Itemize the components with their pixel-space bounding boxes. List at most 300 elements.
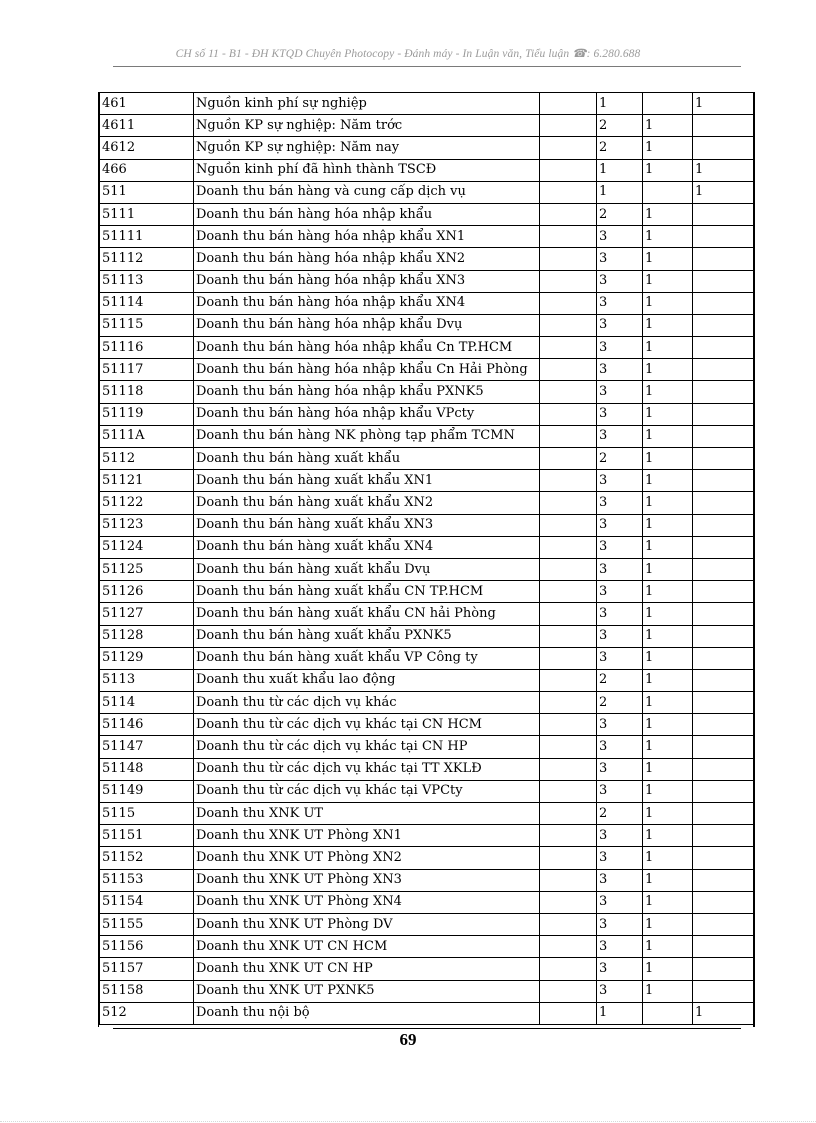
account-level-cell: 3 bbox=[597, 758, 643, 780]
account-code-cell: 51153 bbox=[100, 869, 194, 891]
table-row bbox=[100, 625, 755, 647]
flag-b-cell bbox=[693, 869, 755, 891]
account-level-cell: 2 bbox=[597, 692, 643, 714]
footer-divider bbox=[113, 1028, 741, 1029]
account-name-cell: Doanh thu bán hàng hóa nhập khẩu XN1 bbox=[194, 226, 540, 248]
blank-cell bbox=[540, 492, 597, 514]
table-row bbox=[100, 359, 755, 381]
account-level-cell: 3 bbox=[597, 514, 643, 536]
table-row bbox=[100, 913, 755, 935]
flag-b-cell bbox=[693, 425, 755, 447]
account-code-cell: 51117 bbox=[100, 359, 194, 381]
account-level-cell: 3 bbox=[597, 226, 643, 248]
account-name-cell: Doanh thu bán hàng xuất khẩu XN1 bbox=[194, 470, 540, 492]
table-row bbox=[100, 314, 755, 336]
account-level-cell: 3 bbox=[597, 625, 643, 647]
blank-cell bbox=[540, 226, 597, 248]
blank-cell bbox=[540, 669, 597, 691]
account-code-cell: 51113 bbox=[100, 270, 194, 292]
flag-b-cell bbox=[693, 714, 755, 736]
flag-b-cell bbox=[693, 203, 755, 225]
header-divider bbox=[113, 66, 741, 67]
flag-b-cell bbox=[693, 248, 755, 270]
blank-cell bbox=[540, 758, 597, 780]
account-name-cell: Doanh thu XNK UT CN HCM bbox=[194, 936, 540, 958]
blank-cell bbox=[540, 692, 597, 714]
blank-cell bbox=[540, 581, 597, 603]
flag-a-cell bbox=[643, 1002, 693, 1024]
flag-b-cell bbox=[693, 647, 755, 669]
account-code-cell: 5114 bbox=[100, 692, 194, 714]
flag-b-cell: 1 bbox=[693, 181, 755, 203]
flag-b-cell bbox=[693, 292, 755, 314]
flag-a-cell: 1 bbox=[643, 270, 693, 292]
chart-of-accounts-table bbox=[99, 92, 755, 1025]
flag-a-cell: 1 bbox=[643, 403, 693, 425]
account-name-cell: Doanh thu bán hàng NK phòng tạp phẩm TCMN bbox=[194, 425, 540, 447]
flag-a-cell: 1 bbox=[643, 448, 693, 470]
account-code-cell: 5115 bbox=[100, 803, 194, 825]
flag-b-cell bbox=[693, 381, 755, 403]
account-level-cell: 1 bbox=[597, 93, 643, 115]
account-code-cell: 51119 bbox=[100, 403, 194, 425]
flag-b-cell bbox=[693, 470, 755, 492]
account-code-cell: 51146 bbox=[100, 714, 194, 736]
flag-b-cell bbox=[693, 337, 755, 359]
table-row bbox=[100, 714, 755, 736]
flag-b-cell bbox=[693, 359, 755, 381]
account-code-cell: 51116 bbox=[100, 337, 194, 359]
blank-cell bbox=[540, 448, 597, 470]
account-level-cell: 3 bbox=[597, 980, 643, 1002]
flag-a-cell: 1 bbox=[643, 847, 693, 869]
account-code-cell: 5111 bbox=[100, 203, 194, 225]
flag-a-cell bbox=[643, 181, 693, 203]
account-level-cell: 3 bbox=[597, 558, 643, 580]
account-level-cell: 3 bbox=[597, 891, 643, 913]
blank-cell bbox=[540, 514, 597, 536]
account-name-cell: Doanh thu từ các dịch vụ khác tại VPCty bbox=[194, 780, 540, 802]
account-code-cell: 51152 bbox=[100, 847, 194, 869]
account-name-cell: Doanh thu từ các dịch vụ khác tại CN HP bbox=[194, 736, 540, 758]
account-level-cell: 3 bbox=[597, 958, 643, 980]
account-level-cell: 1 bbox=[597, 1002, 643, 1024]
account-code-cell: 511 bbox=[100, 181, 194, 203]
blank-cell bbox=[540, 780, 597, 802]
blank-cell bbox=[540, 359, 597, 381]
table-row bbox=[100, 780, 755, 802]
account-code-cell: 51112 bbox=[100, 248, 194, 270]
table-row bbox=[100, 958, 755, 980]
blank-cell bbox=[540, 270, 597, 292]
table-row bbox=[100, 514, 755, 536]
table-row bbox=[100, 492, 755, 514]
flag-b-cell bbox=[693, 137, 755, 159]
account-name-cell: Doanh thu XNK UT Phòng XN4 bbox=[194, 891, 540, 913]
account-code-cell: 51123 bbox=[100, 514, 194, 536]
flag-a-cell: 1 bbox=[643, 203, 693, 225]
blank-cell bbox=[540, 558, 597, 580]
flag-a-cell: 1 bbox=[643, 603, 693, 625]
account-name-cell: Doanh thu nội bộ bbox=[194, 1002, 540, 1024]
account-name-cell: Doanh thu bán hàng xuất khẩu Dvụ bbox=[194, 558, 540, 580]
account-code-cell: 51121 bbox=[100, 470, 194, 492]
flag-b-cell bbox=[693, 803, 755, 825]
flag-b-cell: 1 bbox=[693, 1002, 755, 1024]
table-row bbox=[100, 803, 755, 825]
account-name-cell: Doanh thu bán hàng hóa nhập khẩu XN2 bbox=[194, 248, 540, 270]
blank-cell bbox=[540, 913, 597, 935]
account-level-cell: 3 bbox=[597, 248, 643, 270]
account-code-cell: 51156 bbox=[100, 936, 194, 958]
table-row bbox=[100, 758, 755, 780]
flag-a-cell: 1 bbox=[643, 714, 693, 736]
account-code-cell: 51114 bbox=[100, 292, 194, 314]
account-name-cell: Doanh thu từ các dịch vụ khác tại TT XKLĐ bbox=[194, 758, 540, 780]
table-row bbox=[100, 692, 755, 714]
flag-a-cell: 1 bbox=[643, 936, 693, 958]
flag-b-cell bbox=[693, 536, 755, 558]
account-name-cell: Doanh thu bán hàng xuất khẩu CN hải Phòng bbox=[194, 603, 540, 625]
flag-b-cell bbox=[693, 736, 755, 758]
account-name-cell: Doanh thu bán hàng xuất khẩu PXNK5 bbox=[194, 625, 540, 647]
blank-cell bbox=[540, 891, 597, 913]
blank-cell bbox=[540, 470, 597, 492]
table-row bbox=[100, 581, 755, 603]
table-row bbox=[100, 1002, 755, 1024]
account-level-cell: 3 bbox=[597, 381, 643, 403]
account-code-cell: 51125 bbox=[100, 558, 194, 580]
account-level-cell: 3 bbox=[597, 825, 643, 847]
account-name-cell: Nguồn kinh phí sự nghiệp bbox=[194, 93, 540, 115]
blank-cell bbox=[540, 847, 597, 869]
flag-b-cell bbox=[693, 492, 755, 514]
table-row bbox=[100, 403, 755, 425]
page-edge-dotted-line bbox=[0, 1121, 816, 1122]
flag-a-cell: 1 bbox=[643, 647, 693, 669]
flag-a-cell: 1 bbox=[643, 803, 693, 825]
account-name-cell: Doanh thu bán hàng hóa nhập khẩu PXNK5 bbox=[194, 381, 540, 403]
account-code-cell: 5111A bbox=[100, 425, 194, 447]
table-row bbox=[100, 736, 755, 758]
table-row bbox=[100, 270, 755, 292]
account-code-cell: 4612 bbox=[100, 137, 194, 159]
account-level-cell: 3 bbox=[597, 714, 643, 736]
blank-cell bbox=[540, 736, 597, 758]
account-level-cell: 3 bbox=[597, 603, 643, 625]
account-name-cell: Doanh thu bán hàng hóa nhập khẩu Cn TP.HCM bbox=[194, 337, 540, 359]
account-name-cell: Doanh thu từ các dịch vụ khác bbox=[194, 692, 540, 714]
account-code-cell: 51126 bbox=[100, 581, 194, 603]
account-code-cell: 51124 bbox=[100, 536, 194, 558]
flag-b-cell bbox=[693, 603, 755, 625]
flag-a-cell: 1 bbox=[643, 381, 693, 403]
blank-cell bbox=[540, 93, 597, 115]
flag-b-cell bbox=[693, 692, 755, 714]
flag-a-cell: 1 bbox=[643, 359, 693, 381]
account-code-cell: 5113 bbox=[100, 669, 194, 691]
blank-cell bbox=[540, 980, 597, 1002]
table-row bbox=[100, 980, 755, 1002]
flag-a-cell: 1 bbox=[643, 470, 693, 492]
table-row bbox=[100, 847, 755, 869]
account-code-cell: 51128 bbox=[100, 625, 194, 647]
account-name-cell: Doanh thu bán hàng hóa nhập khẩu Dvụ bbox=[194, 314, 540, 336]
flag-b-cell bbox=[693, 581, 755, 603]
blank-cell bbox=[540, 536, 597, 558]
flag-a-cell: 1 bbox=[643, 780, 693, 802]
table-row bbox=[100, 292, 755, 314]
flag-a-cell: 1 bbox=[643, 980, 693, 1002]
account-code-cell: 51118 bbox=[100, 381, 194, 403]
blank-cell bbox=[540, 314, 597, 336]
account-name-cell: Doanh thu từ các dịch vụ khác tại CN HCM bbox=[194, 714, 540, 736]
account-level-cell: 3 bbox=[597, 536, 643, 558]
table-row bbox=[100, 115, 755, 137]
blank-cell bbox=[540, 714, 597, 736]
account-level-cell: 2 bbox=[597, 137, 643, 159]
account-level-cell: 3 bbox=[597, 337, 643, 359]
account-level-cell: 3 bbox=[597, 314, 643, 336]
table-row bbox=[100, 536, 755, 558]
account-level-cell: 3 bbox=[597, 492, 643, 514]
flag-a-cell: 1 bbox=[643, 869, 693, 891]
account-name-cell: Doanh thu XNK UT Phòng XN2 bbox=[194, 847, 540, 869]
flag-a-cell: 1 bbox=[643, 625, 693, 647]
account-code-cell: 51111 bbox=[100, 226, 194, 248]
account-code-cell: 51155 bbox=[100, 913, 194, 935]
flag-b-cell bbox=[693, 980, 755, 1002]
blank-cell bbox=[540, 625, 597, 647]
account-name-cell: Doanh thu bán hàng hóa nhập khẩu XN4 bbox=[194, 292, 540, 314]
flag-a-cell: 1 bbox=[643, 492, 693, 514]
flag-b-cell bbox=[693, 891, 755, 913]
account-level-cell: 3 bbox=[597, 936, 643, 958]
flag-a-cell: 1 bbox=[643, 891, 693, 913]
flag-b-cell bbox=[693, 780, 755, 802]
account-code-cell: 51129 bbox=[100, 647, 194, 669]
flag-a-cell: 1 bbox=[643, 692, 693, 714]
flag-a-cell: 1 bbox=[643, 758, 693, 780]
table-row bbox=[100, 936, 755, 958]
account-level-cell: 3 bbox=[597, 647, 643, 669]
account-level-cell: 3 bbox=[597, 425, 643, 447]
flag-a-cell: 1 bbox=[643, 736, 693, 758]
blank-cell bbox=[540, 159, 597, 181]
account-level-cell: 3 bbox=[597, 581, 643, 603]
account-code-cell: 4611 bbox=[100, 115, 194, 137]
flag-b-cell bbox=[693, 625, 755, 647]
account-name-cell: Doanh thu bán hàng hóa nhập khẩu bbox=[194, 203, 540, 225]
flag-b-cell: 1 bbox=[693, 159, 755, 181]
account-level-cell: 3 bbox=[597, 470, 643, 492]
account-name-cell: Nguồn kinh phí đã hình thành TSCĐ bbox=[194, 159, 540, 181]
blank-cell bbox=[540, 337, 597, 359]
account-code-cell: 51154 bbox=[100, 891, 194, 913]
account-code-cell: 51158 bbox=[100, 980, 194, 1002]
account-code-cell: 51151 bbox=[100, 825, 194, 847]
table-row bbox=[100, 203, 755, 225]
account-level-cell: 2 bbox=[597, 803, 643, 825]
blank-cell bbox=[540, 936, 597, 958]
flag-b-cell bbox=[693, 913, 755, 935]
account-level-cell: 3 bbox=[597, 292, 643, 314]
account-code-cell: 51149 bbox=[100, 780, 194, 802]
table-row bbox=[100, 248, 755, 270]
account-level-cell: 3 bbox=[597, 913, 643, 935]
flag-a-cell: 1 bbox=[643, 115, 693, 137]
blank-cell bbox=[540, 425, 597, 447]
account-level-cell: 3 bbox=[597, 847, 643, 869]
flag-b-cell bbox=[693, 936, 755, 958]
account-level-cell: 3 bbox=[597, 359, 643, 381]
table-row bbox=[100, 448, 755, 470]
blank-cell bbox=[540, 292, 597, 314]
account-code-cell: 5112 bbox=[100, 448, 194, 470]
table-row bbox=[100, 226, 755, 248]
account-level-cell: 3 bbox=[597, 270, 643, 292]
account-name-cell: Doanh thu XNK UT Phòng XN3 bbox=[194, 869, 540, 891]
flag-b-cell bbox=[693, 958, 755, 980]
blank-cell bbox=[540, 181, 597, 203]
table-row bbox=[100, 425, 755, 447]
blank-cell bbox=[540, 115, 597, 137]
flag-b-cell bbox=[693, 403, 755, 425]
flag-b-cell bbox=[693, 758, 755, 780]
flag-b-cell bbox=[693, 115, 755, 137]
table-body bbox=[100, 93, 755, 1025]
account-level-cell: 2 bbox=[597, 669, 643, 691]
flag-a-cell bbox=[643, 93, 693, 115]
page-number: 69 bbox=[399, 1030, 417, 1049]
page-header: CH số 11 - B1 - ĐH KTQD Chuyên Photocopy - Đánh máy - In Luận văn, Tiểu luận ☎: 6.280.688 bbox=[175, 48, 641, 60]
account-name-cell: Doanh thu XNK UT CN HP bbox=[194, 958, 540, 980]
account-code-cell: 51115 bbox=[100, 314, 194, 336]
blank-cell bbox=[540, 137, 597, 159]
flag-a-cell: 1 bbox=[643, 913, 693, 935]
flag-b-cell bbox=[693, 314, 755, 336]
account-name-cell: Doanh thu XNK UT Phòng XN1 bbox=[194, 825, 540, 847]
account-code-cell: 51157 bbox=[100, 958, 194, 980]
account-name-cell: Doanh thu XNK UT bbox=[194, 803, 540, 825]
table-row bbox=[100, 137, 755, 159]
account-name-cell: Doanh thu XNK UT Phòng DV bbox=[194, 913, 540, 935]
account-name-cell: Doanh thu xuất khẩu lao động bbox=[194, 669, 540, 691]
account-name-cell: Doanh thu bán hàng xuất khẩu CN TP.HCM bbox=[194, 581, 540, 603]
account-level-cell: 2 bbox=[597, 448, 643, 470]
table-row bbox=[100, 337, 755, 359]
account-code-cell: 466 bbox=[100, 159, 194, 181]
flag-a-cell: 1 bbox=[643, 425, 693, 447]
flag-b-cell bbox=[693, 226, 755, 248]
flag-a-cell: 1 bbox=[643, 558, 693, 580]
flag-b-cell: 1 bbox=[693, 93, 755, 115]
table-row bbox=[100, 891, 755, 913]
account-code-cell: 51127 bbox=[100, 603, 194, 625]
blank-cell bbox=[540, 958, 597, 980]
account-level-cell: 3 bbox=[597, 869, 643, 891]
table-row bbox=[100, 669, 755, 691]
account-name-cell: Doanh thu bán hàng xuất khẩu XN4 bbox=[194, 536, 540, 558]
flag-a-cell: 1 bbox=[643, 958, 693, 980]
account-code-cell: 461 bbox=[100, 93, 194, 115]
blank-cell bbox=[540, 869, 597, 891]
flag-a-cell: 1 bbox=[643, 581, 693, 603]
flag-a-cell: 1 bbox=[643, 226, 693, 248]
account-code-cell: 51122 bbox=[100, 492, 194, 514]
account-level-cell: 3 bbox=[597, 403, 643, 425]
flag-b-cell bbox=[693, 669, 755, 691]
table-row bbox=[100, 470, 755, 492]
flag-a-cell: 1 bbox=[643, 314, 693, 336]
flag-b-cell bbox=[693, 448, 755, 470]
account-name-cell: Doanh thu bán hàng và cung cấp dịch vụ bbox=[194, 181, 540, 203]
blank-cell bbox=[540, 825, 597, 847]
flag-a-cell: 1 bbox=[643, 137, 693, 159]
flag-b-cell bbox=[693, 270, 755, 292]
account-code-cell: 51147 bbox=[100, 736, 194, 758]
account-name-cell: Doanh thu XNK UT PXNK5 bbox=[194, 980, 540, 1002]
flag-a-cell: 1 bbox=[643, 248, 693, 270]
blank-cell bbox=[540, 1002, 597, 1024]
flag-a-cell: 1 bbox=[643, 514, 693, 536]
account-name-cell: Nguồn KP sự nghiệp: Năm nay bbox=[194, 137, 540, 159]
table-row bbox=[100, 825, 755, 847]
account-name-cell: Doanh thu bán hàng hóa nhập khẩu Cn Hải Phòng bbox=[194, 359, 540, 381]
account-level-cell: 3 bbox=[597, 780, 643, 802]
table-row bbox=[100, 558, 755, 580]
flag-a-cell: 1 bbox=[643, 159, 693, 181]
flag-a-cell: 1 bbox=[643, 337, 693, 359]
blank-cell bbox=[540, 647, 597, 669]
flag-a-cell: 1 bbox=[643, 536, 693, 558]
account-name-cell: Doanh thu bán hàng hóa nhập khẩu VPcty bbox=[194, 403, 540, 425]
account-level-cell: 2 bbox=[597, 115, 643, 137]
flag-b-cell bbox=[693, 825, 755, 847]
account-name-cell: Nguồn KP sự nghiệp: Năm trớc bbox=[194, 115, 540, 137]
account-level-cell: 1 bbox=[597, 181, 643, 203]
table-row bbox=[100, 603, 755, 625]
account-name-cell: Doanh thu bán hàng xuất khẩu bbox=[194, 448, 540, 470]
table-row bbox=[100, 647, 755, 669]
flag-b-cell bbox=[693, 847, 755, 869]
account-code-cell: 51148 bbox=[100, 758, 194, 780]
account-code-cell: 512 bbox=[100, 1002, 194, 1024]
blank-cell bbox=[540, 603, 597, 625]
account-level-cell: 3 bbox=[597, 736, 643, 758]
account-name-cell: Doanh thu bán hàng hóa nhập khẩu XN3 bbox=[194, 270, 540, 292]
table-row bbox=[100, 159, 755, 181]
account-level-cell: 2 bbox=[597, 203, 643, 225]
account-name-cell: Doanh thu bán hàng xuất khẩu VP Công ty bbox=[194, 647, 540, 669]
flag-a-cell: 1 bbox=[643, 669, 693, 691]
table-row bbox=[100, 93, 755, 115]
account-name-cell: Doanh thu bán hàng xuất khẩu XN2 bbox=[194, 492, 540, 514]
account-level-cell: 1 bbox=[597, 159, 643, 181]
flag-a-cell: 1 bbox=[643, 292, 693, 314]
blank-cell bbox=[540, 403, 597, 425]
table-row bbox=[100, 181, 755, 203]
blank-cell bbox=[540, 381, 597, 403]
blank-cell bbox=[540, 203, 597, 225]
table-row bbox=[100, 381, 755, 403]
flag-a-cell: 1 bbox=[643, 825, 693, 847]
flag-b-cell bbox=[693, 514, 755, 536]
flag-b-cell bbox=[693, 558, 755, 580]
blank-cell bbox=[540, 803, 597, 825]
blank-cell bbox=[540, 248, 597, 270]
table-row bbox=[100, 869, 755, 891]
